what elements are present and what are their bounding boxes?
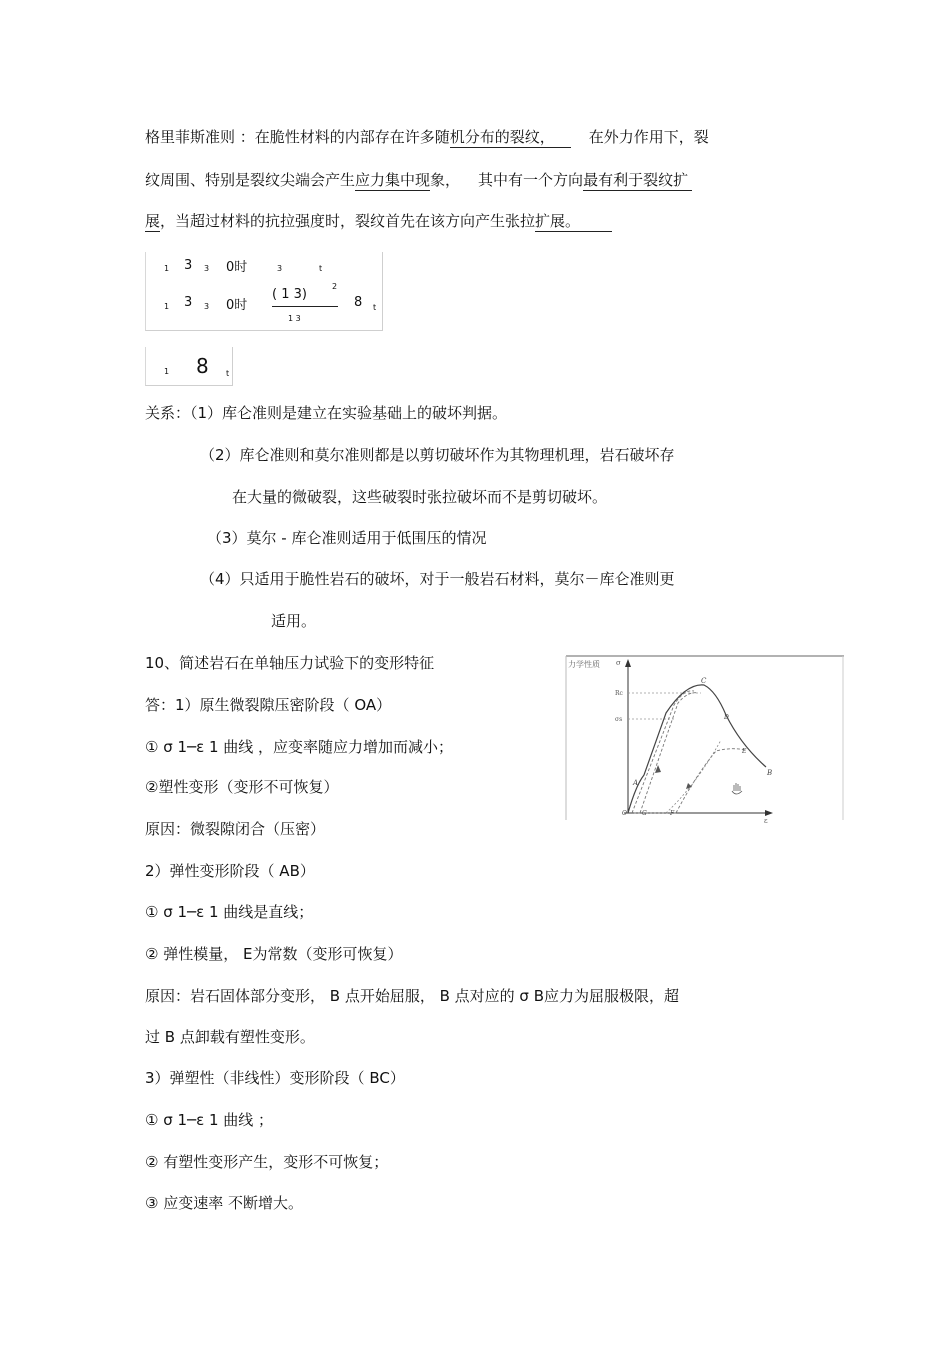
- label-o: O: [622, 810, 627, 817]
- underline-text: 机分布的裂纹，: [450, 128, 571, 148]
- underline-text: 应力集中现: [355, 171, 431, 189]
- label-a: A: [633, 779, 639, 787]
- label-e: E: [742, 748, 747, 755]
- answer-stage-1-heading: 答：1）原生微裂隙压密阶段（ OA）: [145, 696, 392, 714]
- x-axis-label: ε: [764, 817, 768, 825]
- answer-stage-3-item-1: ① σ 1─ε 1 曲线 ；: [145, 1111, 274, 1129]
- griffith-line-1: 格里菲斯准则 ：在脆性材料的内部存在许多随机分布的裂纹， 在外力作用下，裂: [145, 128, 709, 146]
- stress-strain-figure: [566, 655, 844, 825]
- answer-stage-1-reason: 原因：微裂隙闭合（压密）: [145, 820, 326, 838]
- label-f: F: [670, 810, 675, 817]
- griffith-line-2: 纹周围、特别是裂纹尖端会产生应力集中现象， 其中有一个方向最有利于裂纹扩: [145, 170, 692, 190]
- label-sigma-s: σs: [615, 716, 623, 723]
- answer-stage-2-reason-a: 原因：岩石固体部分变形， B 点开始屈服， B 点对应的 σ B应力为屈服极限，超: [145, 987, 679, 1005]
- answer-stage-2-reason-b: 过 B 点卸载有塑性变形。: [145, 1028, 315, 1046]
- label-g: G: [642, 810, 647, 817]
- relation-item-3: （3）莫尔 - 库仑准则适用于低围压的情况: [207, 529, 487, 547]
- answer-stage-2-item-1: ① σ 1─ε 1 曲线是直线；: [145, 903, 314, 921]
- relation-item-4a: （4）只适用于脆性岩石的破坏，对于一般岩石材料，莫尔－库仑准则更: [200, 570, 675, 588]
- label-b: B: [767, 769, 773, 777]
- label-d: D: [724, 714, 729, 721]
- relation-item-2a: （2）库仑准则和莫尔准则都是以剪切破坏作为其物理机理，岩石破坏存: [200, 446, 675, 464]
- answer-stage-1-item-1: ① σ 1─ε 1 曲线 ，应变率随应力增加而减小；: [145, 738, 454, 756]
- label-rc: Rc: [615, 690, 623, 697]
- answer-stage-2-item-2: ② 弹性模量， E为常数（变形可恢复）: [145, 945, 403, 963]
- figure-header: 力学性质: [568, 660, 600, 669]
- label-c: C: [701, 677, 707, 685]
- answer-stage-3-heading: 3）弹塑性（非线性）变形阶段（ BC）: [145, 1069, 405, 1087]
- underline-text: 扩展。: [535, 212, 612, 232]
- relation-item-4b: 适用。: [271, 612, 317, 630]
- formula-box-1: 1 3 3 0时 3 t 1 3 3 0时 ( 1 3) 2 1 3 8 t: [145, 252, 383, 331]
- answer-stage-2-heading: 2）弹性变形阶段（ AB）: [145, 862, 315, 880]
- answer-stage-3-item-2: ② 有塑性变形产生，变形不可恢复；: [145, 1153, 389, 1171]
- underline-text: 展: [145, 212, 161, 230]
- y-axis-label: σ: [616, 659, 621, 667]
- answer-stage-1-item-2: ②塑性变形（变形不可恢复）: [145, 778, 339, 796]
- question-10-title: 10、简述岩石在单轴压力试验下的变形特征: [145, 654, 435, 672]
- relation-item-2b: 在大量的微破裂，这些破裂时张拉破坏而不是剪切破坏。: [232, 488, 608, 506]
- underline-text: 最有利于裂纹扩: [583, 171, 692, 191]
- formula-box-2: 1 8 t: [145, 347, 233, 386]
- relation-title: 关系：（1）库仑准则是建立在实验基础上的破坏判据。: [145, 404, 508, 422]
- griffith-line-3: 展，当超过材料的抗拉强度时，裂纹首先在该方向产生张拉扩展。: [145, 211, 612, 231]
- answer-stage-3-item-3: ③ 应变速率 不断增大。: [145, 1194, 303, 1212]
